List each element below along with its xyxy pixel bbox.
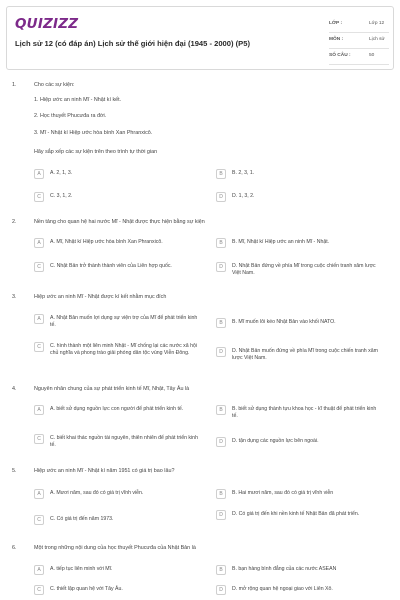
option-text: A. biết sử dụng nguồn lực con người để phát triển kinh tế. — [50, 406, 184, 412]
question-number: 5. — [12, 468, 17, 474]
option-text: A. tiếp tục liên minh với Mĩ. — [50, 566, 113, 572]
option-text: D. 1, 3, 2. — [232, 193, 255, 199]
option-letter: D — [216, 437, 226, 447]
meta-label: SỐ CÂU : — [329, 53, 351, 58]
option-letter: C — [34, 434, 44, 444]
question-text: Một trong những nội dung của học thuyết Phucưđa của Nhật Bản là — [34, 545, 196, 551]
option-letter: D — [216, 347, 226, 357]
quizizz-logo: QUIZIZZ — [15, 16, 79, 32]
option-letter: B — [216, 318, 226, 328]
question-line: 3. Mĩ - Nhật kí Hiệp ước hòa bình Xan Phranxicô. — [34, 130, 153, 136]
option-text: A. 2, 1, 3. — [50, 170, 73, 176]
option-letter: B — [216, 238, 226, 248]
option-text: C. thiết lập quan hệ với Tây Âu. — [50, 586, 123, 592]
option-text: A. Nhật Bản muốn lợi dụng sự viện trợ của Mĩ để phát triển kinh tế. — [50, 315, 198, 329]
document-title: Lịch sử 12 (có đáp án) Lịch sử thế giới hiện đại (1945 - 2000) (P5) — [15, 39, 250, 48]
meta-value: 50 — [369, 53, 375, 58]
option-letter: A — [34, 238, 44, 248]
option-text: D. Nhật Bản đứng về phía Mĩ trong cuộc chiến tranh xâm lược Việt Nam. — [232, 263, 376, 277]
option-text: C. Nhật Bản trở thành thành viên của Liên hợp quốc. — [50, 263, 172, 269]
question-line: 2. Học thuyết Phucưđa ra đời. — [34, 113, 107, 119]
option-letter: A — [34, 489, 44, 499]
option-letter: C — [34, 192, 44, 202]
option-text: C. biết khai thác nguồn tài nguyên, thiên nhiên để phát triển kinh tế. — [50, 435, 198, 449]
option-letter: C — [34, 262, 44, 272]
option-letter: C — [34, 515, 44, 525]
option-text: D. Nhật Bản muốn đứng về phía Mĩ trong cuộc chiến tranh xâm lược Việt Nam. — [232, 348, 378, 362]
question-number: 4. — [12, 386, 17, 392]
option-letter: A — [34, 314, 44, 324]
question-text: Nền tảng cho quan hệ hai nước Mĩ - Nhật được thực hiện bằng sự kiện — [34, 219, 205, 225]
option-text: B. Mĩ, Nhật kí Hiệp ước an ninh Mĩ - Nhật. — [232, 239, 330, 245]
option-text: C. Có giá trị đến năm 1973. — [50, 516, 114, 522]
option-text: C. 3, 1, 2. — [50, 193, 73, 199]
meta-value: Lịch sử — [369, 37, 385, 42]
option-text: A. Mươi năm, sau đó có giá trị vĩnh viễn. — [50, 490, 144, 496]
question-text: Nguyên nhân chung của sự phát triển kinh tế Mĩ, Nhật, Tây Âu là — [34, 386, 190, 392]
option-text: B. bạn hàng bình đẳng của các nước ASEAN — [232, 566, 337, 572]
option-letter: A — [34, 169, 44, 179]
question-text: Hiệp ước an ninh Mĩ - Nhật kí năm 1951 có giá trị bao lâu? — [34, 468, 175, 474]
option-letter: B — [216, 405, 226, 415]
option-letter: D — [216, 510, 226, 520]
option-text: C. hình thành một liên minh Nhật - Mĩ chống lại các nước xã hội chủ nghĩa và phong trào giải phóng dân tộc vùng Viễn Đông. — [50, 343, 198, 357]
option-text: D. Có giá trị đến khi nền kinh tế Nhật Bản đã phát triển. — [232, 511, 360, 517]
option-letter: C — [34, 585, 44, 595]
option-letter: D — [216, 262, 226, 272]
option-text: D. mở rộng quan hệ ngoại giao với Liên Xô. — [232, 586, 333, 592]
question-number: 1. — [12, 82, 17, 88]
option-text: B. biết sử dụng thành tựu khoa học - kĩ thuật để phát triển kinh tế. — [232, 406, 377, 420]
question-text: Hiệp ước an ninh Mĩ - Nhật được kí kết nhằm mục đích — [34, 294, 167, 300]
option-text: B. Hai mươi năm, sau đó có giá trị vĩnh viễn — [232, 490, 334, 496]
question-number: 6. — [12, 545, 17, 551]
option-letter: D — [216, 192, 226, 202]
option-text: B. 2, 3, 1. — [232, 170, 255, 176]
meta-value: Lớp 12 — [369, 21, 385, 26]
question-text: Cho các sự kiện: — [34, 82, 75, 88]
option-letter: B — [216, 565, 226, 575]
meta-label: MÔN : — [329, 37, 344, 42]
option-text: B. Mĩ muốn lôi kéo Nhật Bản vào khối NATO. — [232, 319, 336, 325]
option-letter: B — [216, 169, 226, 179]
question-line: 1. Hiệp ước an ninh Mĩ - Nhật kí kết. — [34, 97, 122, 103]
option-letter: D — [216, 585, 226, 595]
meta-label: LỚP : — [329, 21, 343, 26]
option-letter: B — [216, 489, 226, 499]
question-number: 2. — [12, 219, 17, 225]
option-letter: A — [34, 565, 44, 575]
question-line: Hãy sắp xếp các sự kiện trên theo trình tự thời gian — [34, 149, 158, 155]
option-text: A. Mĩ, Nhật kí Hiệp ước hòa bình Xan Phranxicô. — [50, 239, 163, 245]
question-number: 3. — [12, 294, 17, 300]
option-text: D. tận dụng các nguồn lực bên ngoài. — [232, 438, 319, 444]
option-letter: A — [34, 405, 44, 415]
option-letter: C — [34, 342, 44, 352]
